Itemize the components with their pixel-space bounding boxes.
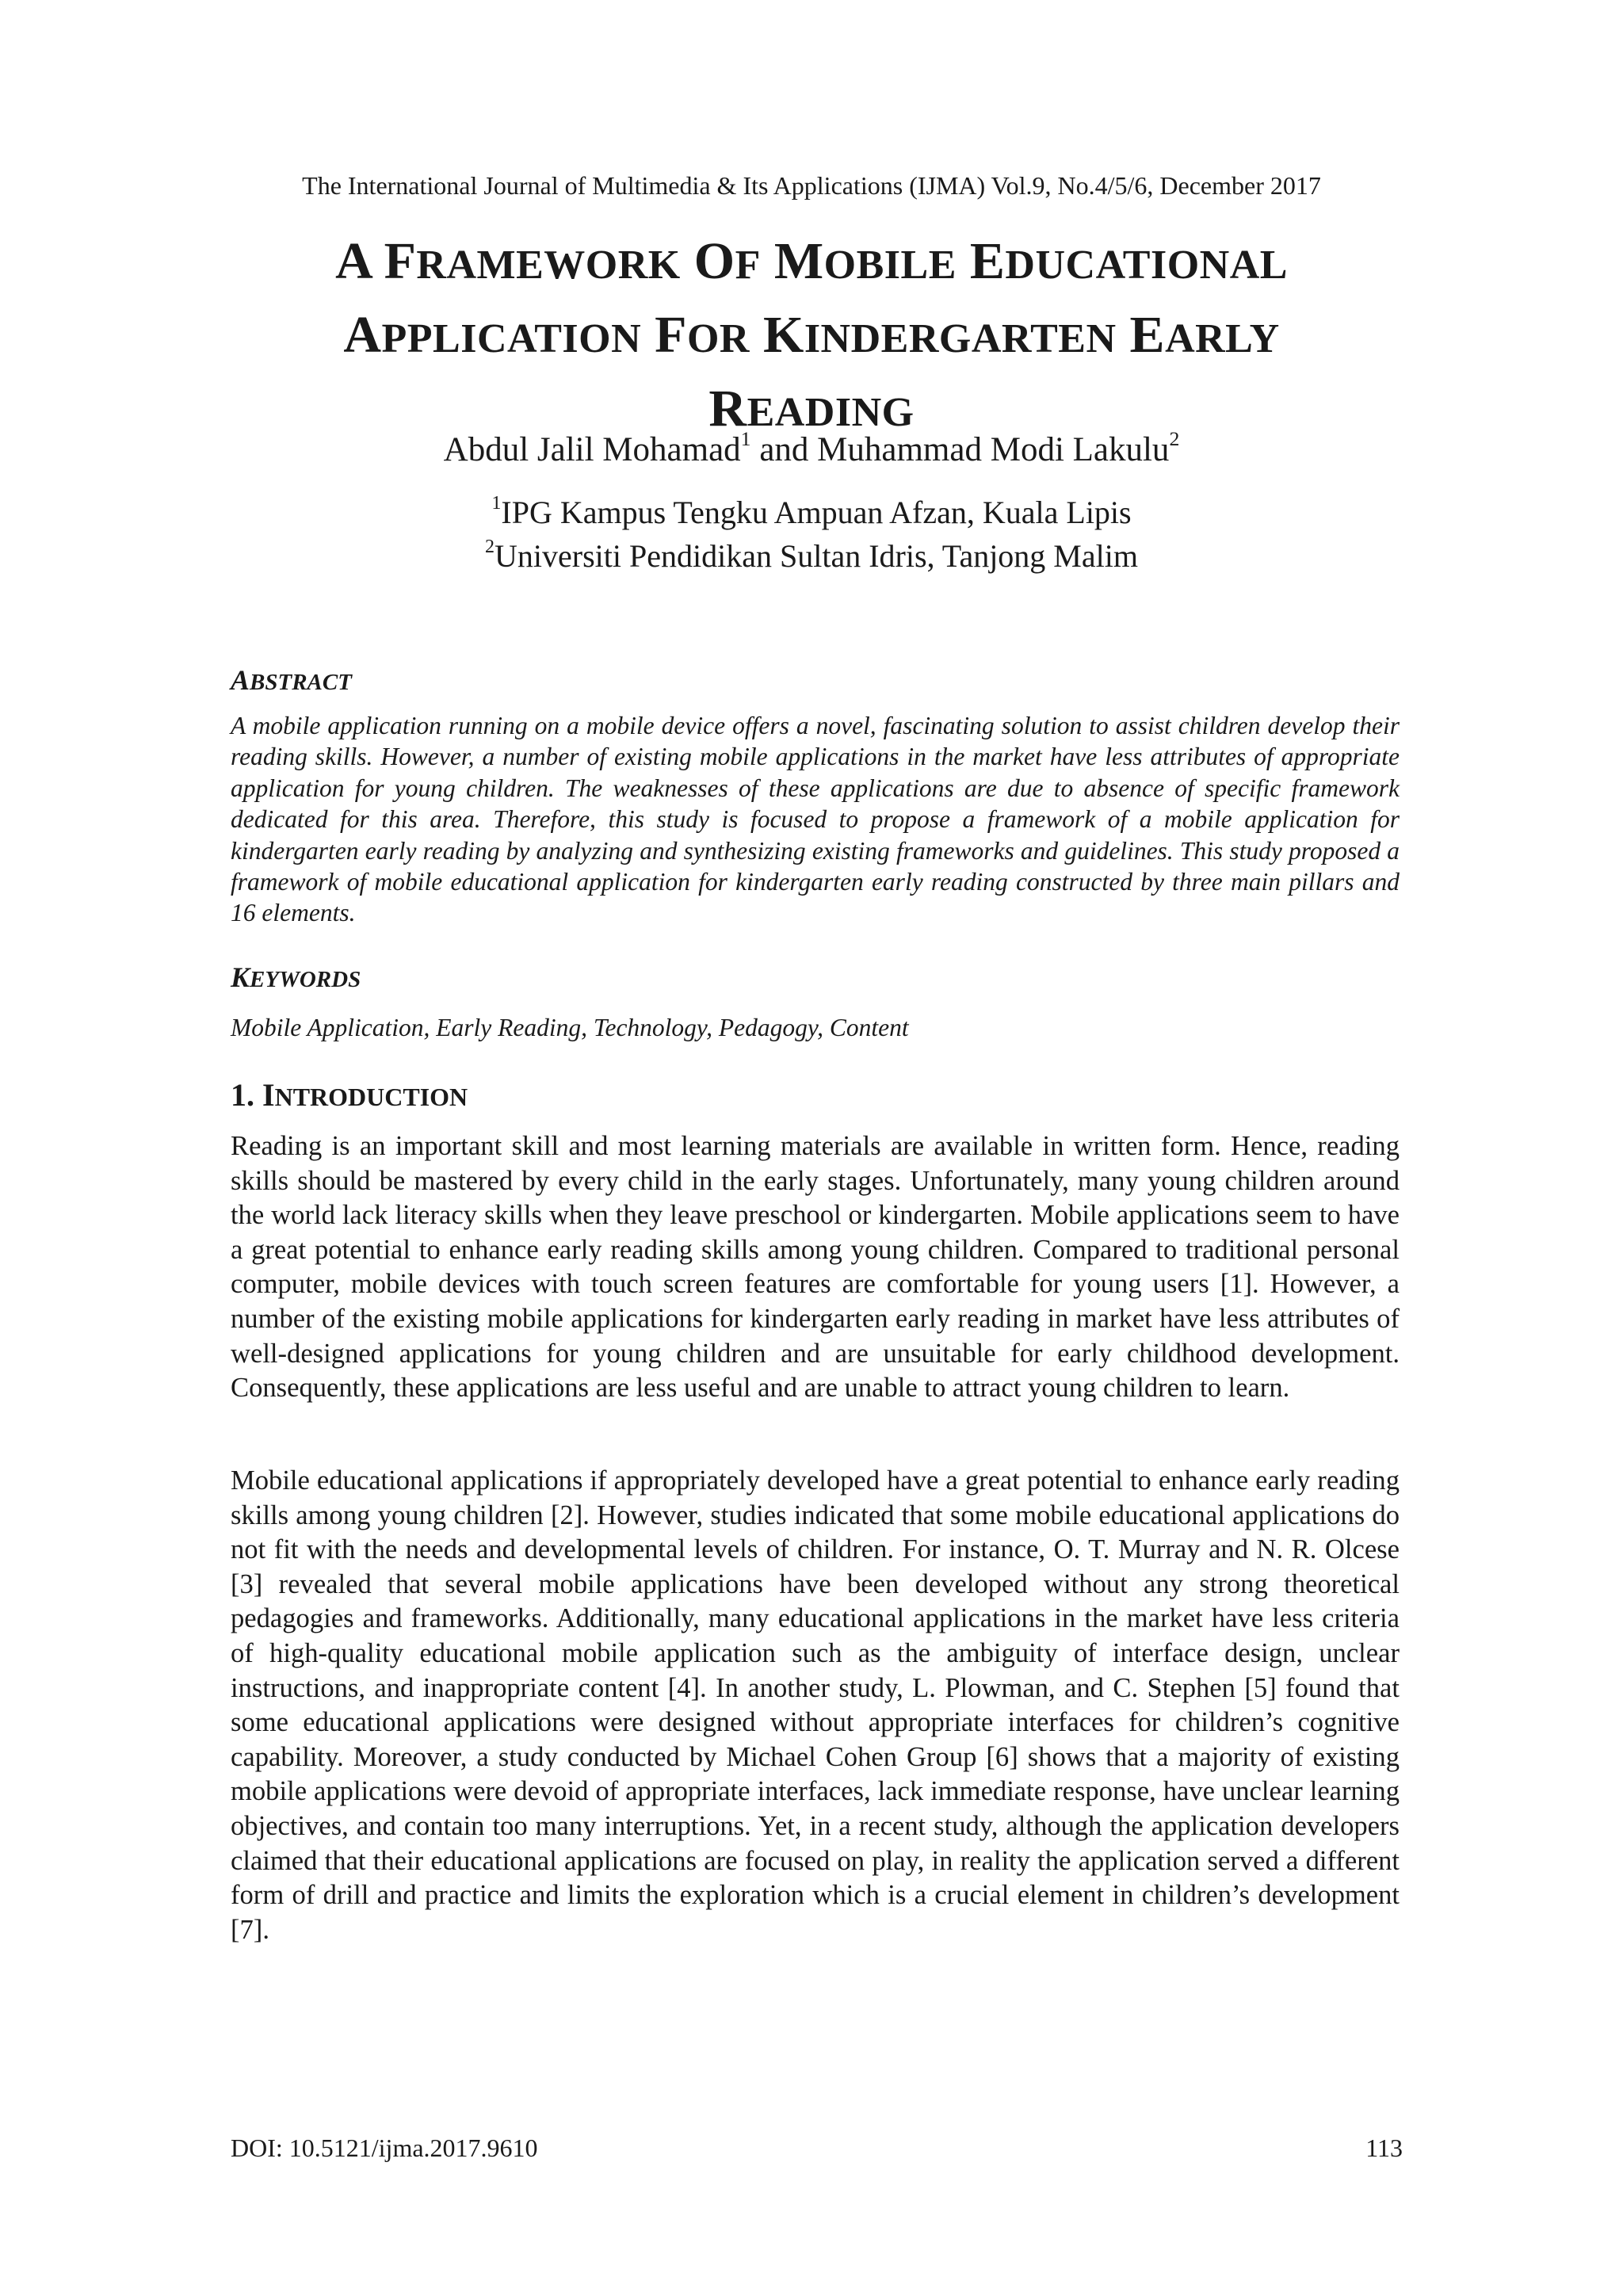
body-paragraph: Reading is an important skill and most learning materials are available in written form. Hence, reading skills should be mastered by every child in the early stages. Unfortunately, many young children around the world lack literacy skills when they leave preschool or kindergarten. Mobile applications seem to have a great potential to enhance early reading skills among young children. Compared to traditional personal computer, mobile devices with touch screen features are comfortable for young users [1]. However, a number of the existing mobile applications for kindergarten early reading in market have less attributes of well-designed applications for young children and are unsuitable for early childhood development. Consequently, these applications are less useful and are unable to attract young children to learn. bbox=[231, 1131, 1400, 1404]
abstract-heading: ABSTRACT bbox=[231, 664, 352, 696]
page-number: 113 bbox=[1365, 2134, 1403, 2162]
introduction-heading: 1. INTRODUCTION bbox=[231, 1077, 468, 1113]
keywords-text: Mobile Application, Early Reading, Technology, Pedagogy, Content bbox=[231, 1014, 909, 1041]
author-list: Abdul Jalil Mohamad$^1$ and Muhammad Modi Lakulu$^2$ bbox=[443, 426, 1180, 468]
footer-doi: DOI: 10.5121/ijma.2017.9610 bbox=[231, 2134, 538, 2162]
affiliation-mark: 1 bbox=[740, 426, 751, 450]
paper-title bbox=[198, 227, 1425, 448]
keywords-heading: KEYWORDS bbox=[231, 961, 361, 993]
affiliation-1: $^1$IPG Kampus Tengku Ampuan Afzan, Kuala Lipis bbox=[491, 493, 1132, 530]
abstract-text: A mobile application running on a mobile device offers a novel, fascinating solution to assist children develop their reading skills. However, a number of existing mobile applications in the market have less attributes of appropriate application for young children. The weaknesses of these applications are due to absence of specific framework dedicated for this area. Therefore, this study is focused to propose a framework of a mobile application for kindergarten early reading by analyzing and synthesizing existing frameworks and guidelines. This study proposed a framework of mobile educational application for kindergarten early reading constructed by three main pillars and 16 elements. bbox=[231, 712, 1400, 927]
author-name: Muhammad Modi Lakulu bbox=[817, 431, 1170, 468]
title-line-2: APPLICATION FOR KINDERGARTEN EARLY bbox=[343, 306, 1280, 364]
affiliation-mark: 2 bbox=[1169, 426, 1180, 450]
author-name: Abdul Jalil Mohamad bbox=[443, 431, 741, 468]
title-line-3: READING bbox=[708, 380, 915, 437]
title-line-1: A FRAMEWORK OF MOBILE EDUCATIONAL bbox=[335, 232, 1288, 290]
affiliation-2: $^2$Universiti Pendidikan Sultan Idris, Tanjong Malim bbox=[485, 537, 1138, 574]
body-paragraph: Mobile educational applications if appropriately developed have a great potential to enhance early reading skills among young children [2]. However, studies indicated that some mobile educational applications do not fit with the needs and developmental levels of children. For instance, O. T. Murray and N. R. Olcese [3] revealed that several mobile applications have been developed without any strong theoretical pedagogies and frameworks. Additionally, many educational applications in the market have less criteria of high-quality educational mobile application such as the ambiguity of interface design, unclear instructions, and inappropriate content [4]. In another study, L. Plowman, and C. Stephen [5] found that some educational applications were designed without appropriate interfaces for children’s cognitive capability. Moreover, a study conducted by Michael Cohen Group [6] shows that a majority of existing mobile applications were devoid of appropriate interfaces, lack immediate response, have unclear learning objectives, and contain too many interruptions. Yet, in a recent study, although the application developers claimed that their educational applications are focused on play, in reality the application served a different form of drill and practice and limits the exploration which is a crucial element in children’s development [7]. bbox=[231, 1465, 1400, 1945]
running-header: The International Journal of Multimedia & Its Applications (IJMA) Vol.9, No.4/5/6, December 2017 bbox=[302, 171, 1321, 200]
